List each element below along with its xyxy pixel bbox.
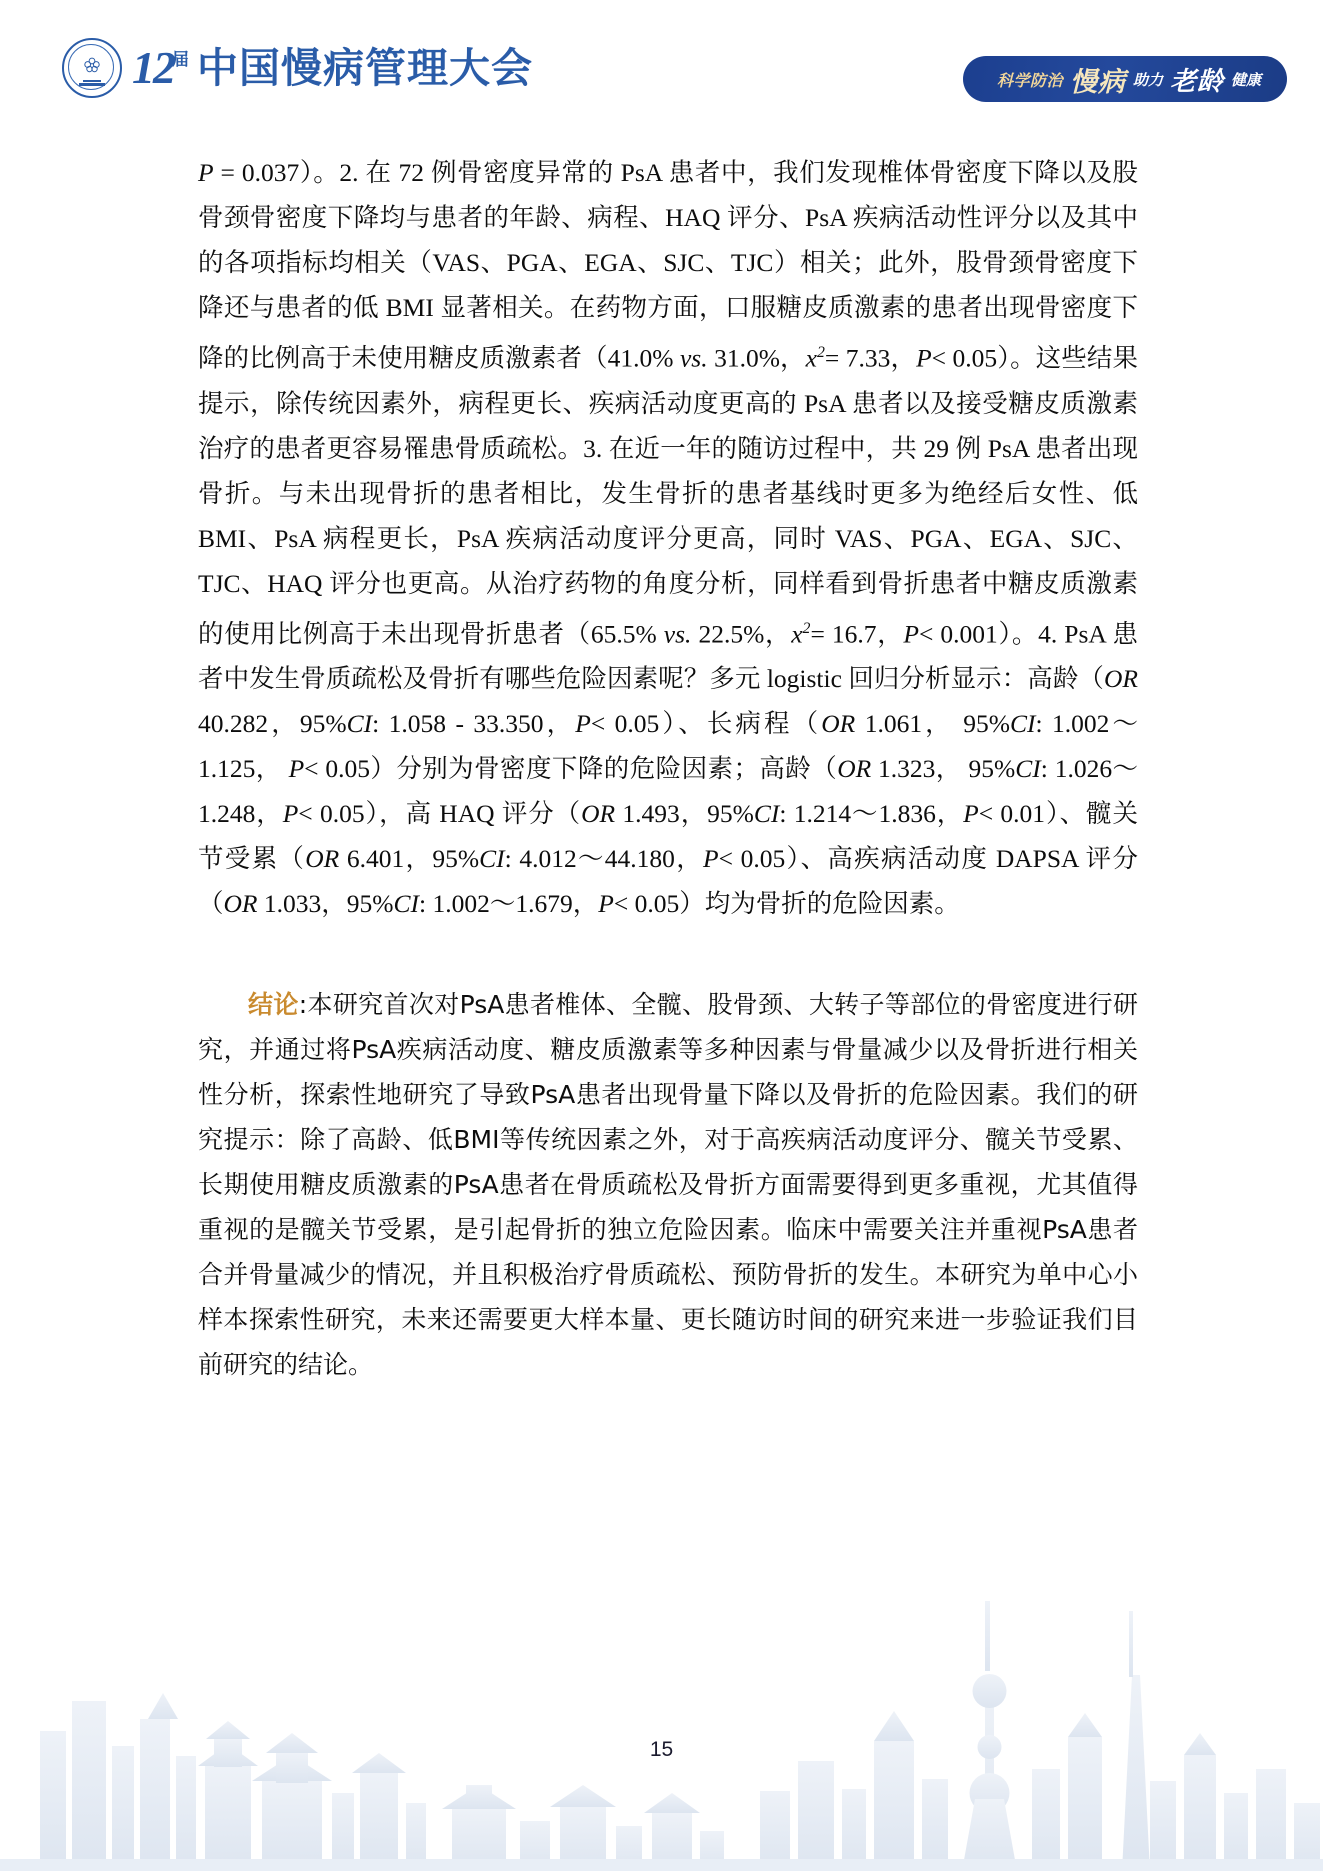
text-run: < 0.05）、长病程（ <box>590 709 822 738</box>
text-run: < 0.05）、高疾病活动度 DAPSA 评分（ <box>198 844 1138 918</box>
slogan-segment-4: 老龄 <box>1169 66 1224 97</box>
text-run: 22.5%， <box>691 619 792 648</box>
conclusion-text: 本研究首次对PsA患者椎体、全髋、股骨颈、大转子等部位的骨密度进行研究，并通过将PsA疾病活动度、糖皮质激素等多种因素与骨量减少以及骨折进行相关性分析，探索性地研究了导致PsA患者出现骨量下降以及骨折的危险因素。我们的研究提示：除了高龄、低BMI等传统因素之外，对于高疾病活动度评分、髋关节受累、长期使用糖皮质激素的PsA患者在骨质疏松及骨折方面需要得到更多重视，尤其值得重视的是髋关节受累，是引起骨折的独立危险因素。临床中需要关注并重视PsA患者合并骨量减少的情况，并且积极治疗骨质疏松、预防骨折的发生。本研究为单中心小样本探索性研究，未来还需要更大样本量、更长随访时间的研究来进一步验证我们目前研究的结论。 <box>198 990 1138 1379</box>
results-paragraph <box>198 150 1138 926</box>
p-symbol: P <box>916 343 932 373</box>
ci-symbol: CI <box>1009 709 1036 738</box>
text-run: < 0.001）。4. PsA 患者中发生骨质疏松及骨折有哪些危险因素呢？多元 logistic 回归分析显示：高龄（ <box>198 619 1138 693</box>
p-symbol: P <box>598 889 614 918</box>
edition-suffix: 届 <box>172 50 187 69</box>
text-run: = 7.33， <box>824 343 917 373</box>
ci-symbol: CI <box>1015 754 1041 783</box>
edition-number-value: 12 <box>132 42 174 93</box>
text-run: < 0.05）分别为骨密度下降的危险因素；高龄（ <box>304 754 838 783</box>
slogan-segment-1: 科学防治 <box>996 70 1063 90</box>
slogan-segment-2: 慢病 <box>1069 66 1126 98</box>
conference-slogan-banner <box>963 56 1287 102</box>
text-run: = 16.7， <box>810 619 904 648</box>
ci-symbol: CI <box>479 844 505 873</box>
ci-symbol: CI <box>393 889 420 918</box>
p-symbol: P <box>282 799 299 828</box>
text-run: : 1.002～1.679， <box>419 889 599 918</box>
chi-symbol: x <box>791 619 803 648</box>
text-run: : 1.214～1.836， <box>779 799 964 828</box>
conference-seal-icon <box>62 38 122 98</box>
or-symbol: OR <box>581 799 616 828</box>
text-run: : 1.026～1.248， <box>198 754 1138 828</box>
ci-symbol: CI <box>346 709 373 738</box>
chi-exponent: 2 <box>802 619 811 637</box>
p-symbol: P <box>198 158 214 187</box>
edition-number <box>132 42 187 93</box>
text-run: : 4.012～44.180， <box>504 844 703 873</box>
conclusion-label: 结论 <box>248 990 299 1019</box>
or-symbol: OR <box>305 844 340 873</box>
text-run: 31.0%， <box>707 343 806 373</box>
text-run: < 0.05），高 HAQ 评分（ <box>298 799 582 828</box>
p-symbol: P <box>288 754 305 783</box>
vs-label: vs. <box>663 619 692 648</box>
or-symbol: OR <box>837 754 872 783</box>
or-symbol: OR <box>223 889 258 918</box>
text-run: : 1.002～1.125， <box>198 709 1138 783</box>
ci-symbol: CI <box>753 799 780 828</box>
text-run: < 0.05）均为骨折的危险因素。 <box>613 889 960 918</box>
page-number: 15 <box>649 1738 674 1761</box>
text-run: < 0.01）、髋关节受累（ <box>198 799 1138 873</box>
p-symbol: P <box>963 799 979 828</box>
seal-flower-icon <box>83 56 101 74</box>
text-run: 1.033，95% <box>257 889 394 918</box>
slogan-segment-5: 健康 <box>1230 70 1261 89</box>
text-run: : 1.058 - 33.350， <box>372 709 576 738</box>
conclusion-paragraph <box>198 982 1138 1387</box>
p-symbol: P <box>575 709 591 738</box>
city-skyline-silhouette-icon <box>0 1541 1323 1871</box>
conference-logo <box>62 38 533 98</box>
seal-base-icon <box>79 83 105 86</box>
text-run: 6.401，95% <box>339 844 480 873</box>
slogan-segment-3: 助力 <box>1132 70 1163 89</box>
or-symbol: OR <box>821 709 856 738</box>
vs-label: vs. <box>679 343 708 373</box>
text-run: 1.323， 95% <box>871 754 1016 783</box>
chi-exponent: 2 <box>816 344 825 361</box>
chi-symbol: x <box>805 343 817 373</box>
document-content <box>198 150 1138 1387</box>
page-header <box>0 0 1323 122</box>
text-run: < 0.05）。这些结果提示，除传统因素外，病程更长、疾病活动度更高的 PsA 患者以及接受糖皮质激素治疗的患者更容易罹患骨质疏松。3. 在近一年的随访过程中，共 29 例 PsA 患者出现骨折。与未出现骨折的患者相比，发生骨折的患者基线时更多为绝经后女性、低 BMI、PsA 病程更长，PsA 疾病活动度评分更高，同时 VAS、PGA、EGA、SJC、TJC、HAQ 评分也更高。从治疗药物的角度分析，同样看到骨折患者中糖皮质激素的使用比例高于未出现骨折患者（65.5% <box>198 343 1138 648</box>
p-symbol: P <box>903 619 919 648</box>
text-run: 40.282，95% <box>198 709 347 738</box>
p-symbol: P <box>703 844 719 873</box>
text-run: 1.061， 95% <box>855 709 1010 738</box>
text-run: 1.493，95% <box>615 799 754 828</box>
conclusion-separator: : <box>298 990 308 1019</box>
or-symbol: OR <box>1104 664 1138 693</box>
text-run: = 0.037）。2. 在 72 例骨密度异常的 PsA 患者中，我们发现椎体骨密度下降以及股骨颈骨密度下降均与患者的年龄、病程、HAQ 评分、PsA 疾病活动性评分以及其中的各项指标均相关（VAS、PGA、EGA、SJC、TJC）相关；此外，股骨颈骨密度下降还与患者的低 BMI 显著相关。在药物方面，口服糖皮质激素的患者出现骨密度下降的比例高于未使用糖皮质激素者（41.0% <box>198 158 1138 373</box>
conference-title: 中国慢病管理大会 <box>197 43 533 92</box>
